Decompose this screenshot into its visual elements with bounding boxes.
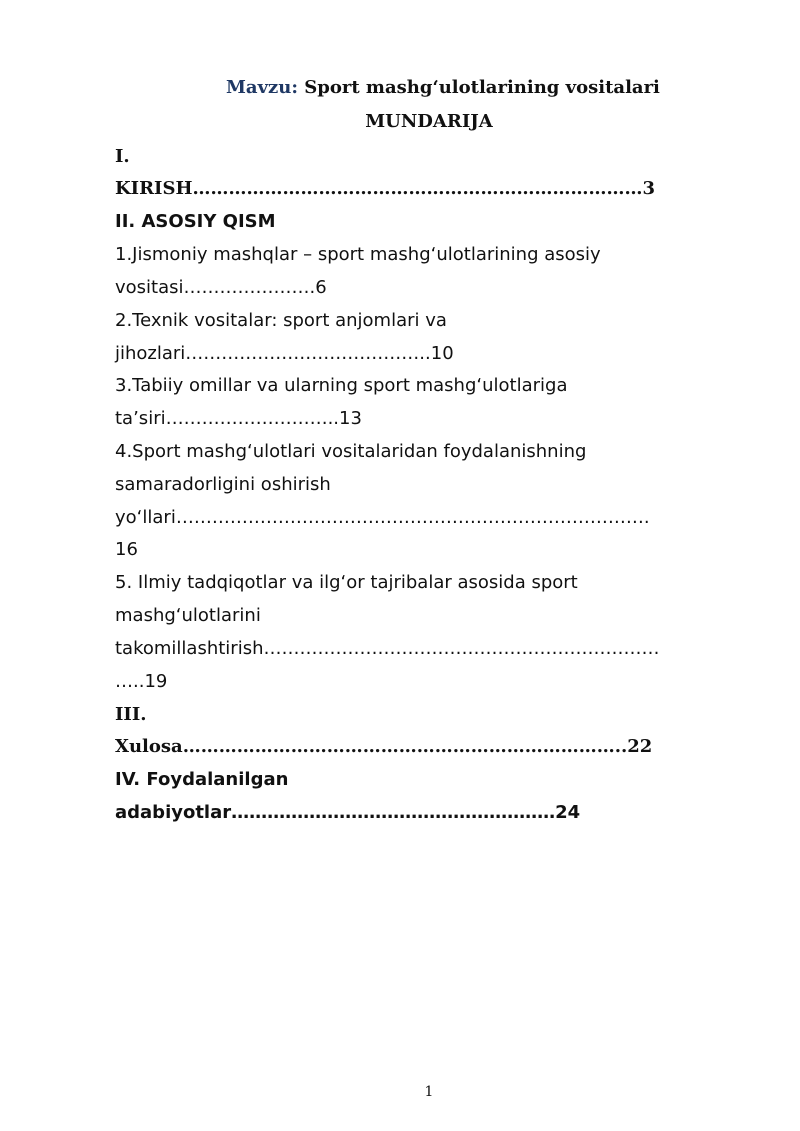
toc-heading: MUNDARIJA	[365, 111, 493, 132]
toc-line-main-part: II. ASOSIY QISM	[115, 211, 276, 232]
toc-line-item-4-dots: yo‘llari…………………………………………………………………….	[115, 507, 650, 528]
toc-line-item-5-cont: mashg‘ulotlarini	[115, 605, 261, 626]
toc-line-item-5: 5. Ilmiy tadqiqotlar va ilg‘or tajribalar asosida sport	[115, 572, 578, 593]
toc-line-section-3-number: III.	[115, 704, 147, 725]
toc-line-item-3-page: ta’siri………………………..13	[115, 408, 362, 429]
title-label: Mavzu:	[226, 77, 298, 98]
toc-line-item-5-page: …..19	[115, 671, 168, 692]
toc-line-section-1-number: I.	[115, 146, 130, 167]
toc-line-item-1-page: vositasi………………….6	[115, 277, 327, 298]
toc-line-item-4-cont: samaradorligini oshirish	[115, 474, 331, 495]
toc-line-introduction: KIRISH…………………………………………………………………3	[115, 178, 655, 199]
toc-line-references: IV. Foydalanilgan	[115, 769, 289, 790]
document-title	[226, 76, 660, 100]
toc-line-item-2: 2.Texnik vositalar: sport anjomlari va	[115, 310, 447, 331]
toc-line-item-2-page: jihozlari…………………………………..10	[115, 343, 454, 364]
toc-line-conclusion: Xulosa………………………………………………………………..22	[115, 736, 653, 757]
toc-line-references-page: adabiyotlar………………………………………………24	[115, 802, 581, 823]
toc-line-item-3: 3.Tabiiy omillar va ularning sport mashg‘ulotlariga	[115, 375, 568, 396]
toc-line-item-1: 1.Jismoniy mashqlar – sport mashg‘ulotlarining asosiy	[115, 244, 601, 265]
toc-line-item-4: 4.Sport mashg‘ulotlari vositalaridan foydalanishning	[115, 441, 587, 462]
title-text: Sport mashg‘ulotlarining vositalari	[304, 77, 660, 98]
toc-line-item-4-page: 16	[115, 539, 138, 560]
toc-line-item-5-dots: takomillashtirish…………………………………………………………	[115, 638, 660, 659]
page-number: 1	[424, 1084, 434, 1100]
